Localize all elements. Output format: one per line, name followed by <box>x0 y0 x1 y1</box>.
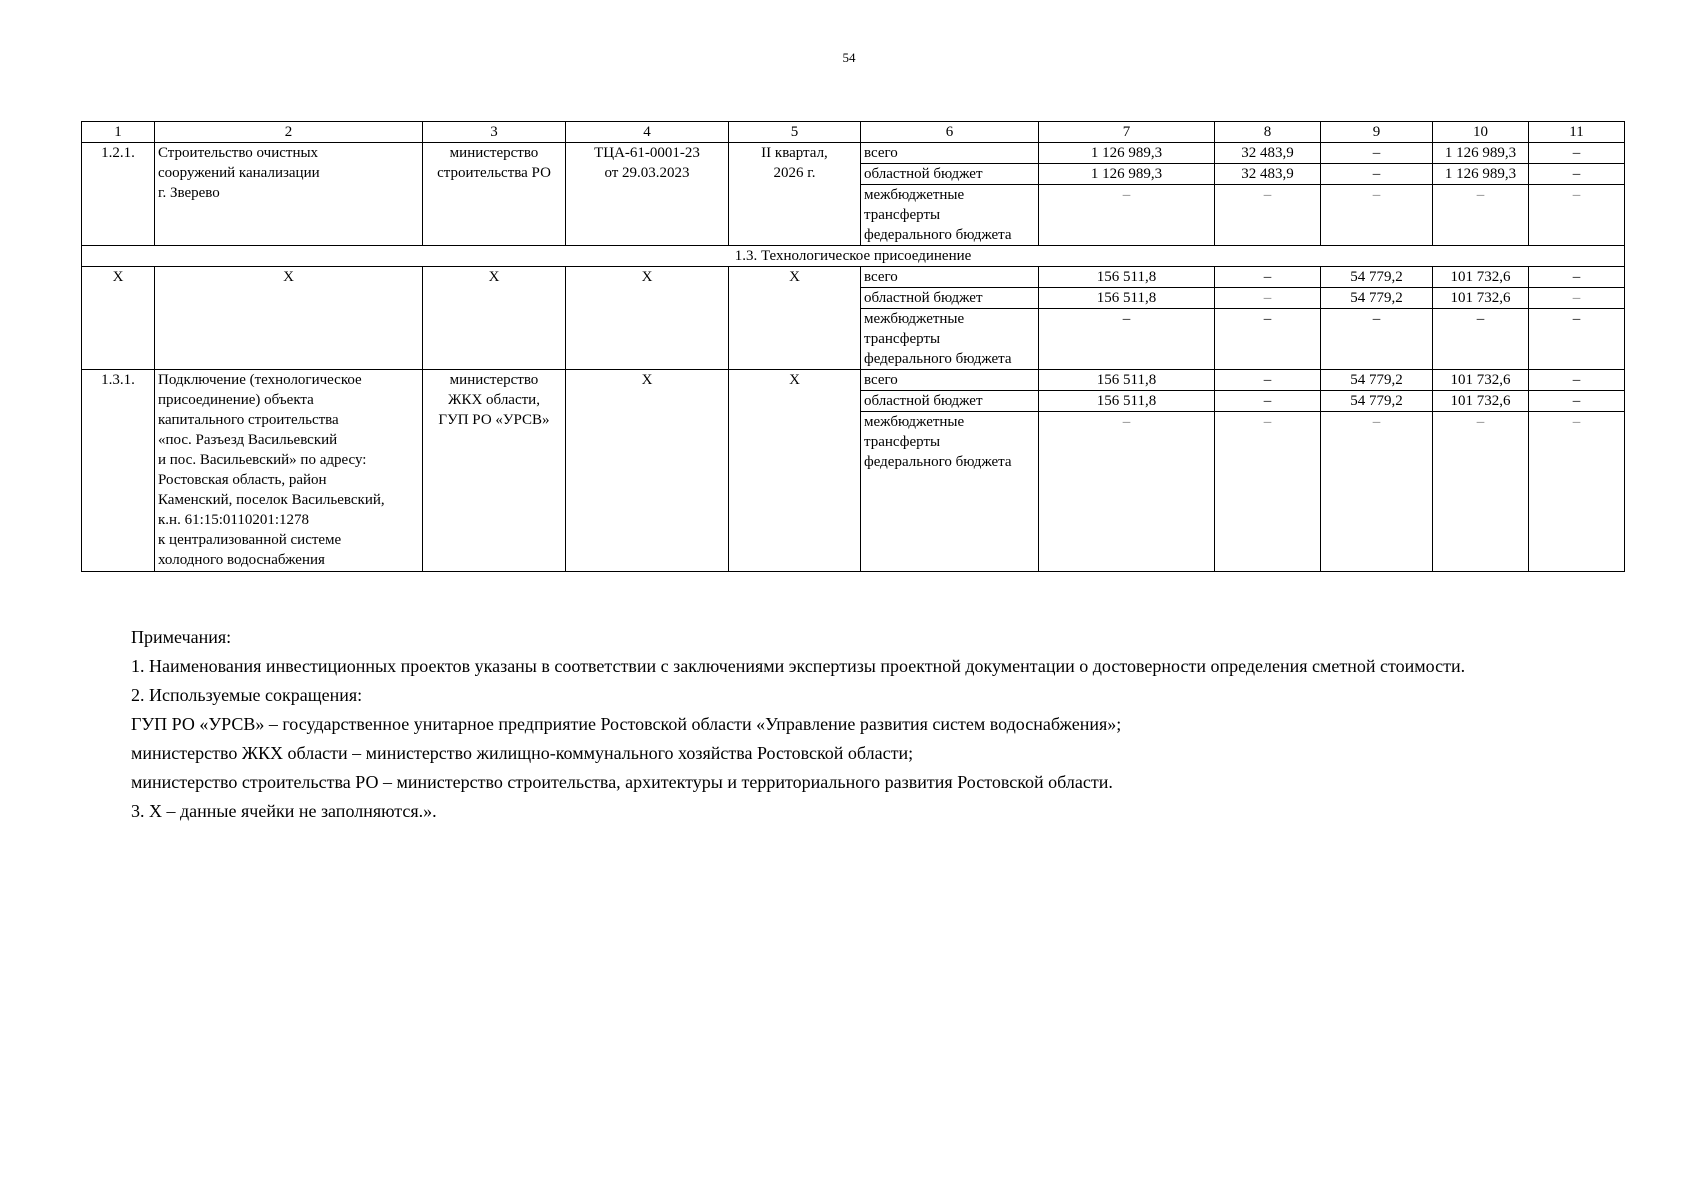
value-cell: – <box>1529 143 1625 164</box>
column-header: 1 <box>82 122 155 143</box>
customer-line: ЖКХ области, <box>448 392 540 408</box>
section-row <box>82 246 1625 267</box>
value-cell: 101 732,6 <box>1433 288 1529 309</box>
project-name: Х <box>155 267 423 370</box>
funding-source-line: трансферты <box>864 331 941 347</box>
project-name-line: Каменский, поселок Васильевский, <box>158 492 385 508</box>
period-line: 2026 г. <box>773 165 816 181</box>
value-cell: 54 779,2 <box>1321 267 1433 288</box>
value-cell: – <box>1529 391 1625 412</box>
period-line: II квартал, <box>761 145 828 161</box>
row-number: Х <box>82 267 155 370</box>
project-name-line: сооружений канализации <box>158 165 320 181</box>
value-cell: – <box>1529 267 1625 288</box>
value-cell: 156 511,8 <box>1039 267 1215 288</box>
value-cell: 54 779,2 <box>1321 288 1433 309</box>
note-line: 1. Наименования инвестиционных проектов указаны в соответствии с заключениями экспертизы проектной документации о достоверности определения сметной стоимости. <box>131 656 1466 676</box>
value-cell: – <box>1433 309 1529 370</box>
value-cell: – <box>1529 164 1625 185</box>
expertise-doc: Х <box>566 267 729 370</box>
completion-period: Х <box>729 370 861 572</box>
column-header: 3 <box>423 122 566 143</box>
customer-line: строительства РО <box>437 165 551 181</box>
value-cell: – <box>1215 185 1321 246</box>
doc-line: от 29.03.2023 <box>604 165 690 181</box>
completion-period <box>729 143 861 246</box>
funding-source: всего <box>861 267 1039 288</box>
notes-block <box>131 623 1631 826</box>
funding-source-line: трансферты <box>864 207 941 223</box>
value-cell: – <box>1039 185 1215 246</box>
project-name-line: и пос. Васильевский» по адресу: <box>158 452 367 468</box>
project-name-line: г. Зверево <box>158 185 220 201</box>
value-cell: – <box>1215 288 1321 309</box>
expertise-doc <box>566 143 729 246</box>
customer-line: ГУП РО «УРСВ» <box>438 412 550 428</box>
project-name-line: капитального строительства <box>158 412 339 428</box>
table-row <box>82 267 1625 288</box>
value-cell: 54 779,2 <box>1321 391 1433 412</box>
table-row <box>82 370 1625 391</box>
value-cell: 1 126 989,3 <box>1039 143 1215 164</box>
value-cell: – <box>1039 412 1215 572</box>
value-cell: 101 732,6 <box>1433 267 1529 288</box>
value-cell: – <box>1321 185 1433 246</box>
note-line: 2. Используемые сокращения: <box>131 685 363 705</box>
note-line: 3. Х – данные ячейки не заполняются.». <box>131 801 437 821</box>
column-header: 6 <box>861 122 1039 143</box>
column-header: 2 <box>155 122 423 143</box>
doc-line: ТЦА-61-0001-23 <box>594 145 700 161</box>
value-cell: 156 511,8 <box>1039 288 1215 309</box>
funding-source: всего <box>861 370 1039 391</box>
funding-source-line: межбюджетные <box>864 311 965 327</box>
value-cell: – <box>1529 185 1625 246</box>
value-cell: 1 126 989,3 <box>1433 164 1529 185</box>
project-name-line: к.н. 61:15:0110201:1278 <box>158 512 310 528</box>
funding-source-line: федерального бюджета <box>864 227 1012 243</box>
value-cell: – <box>1321 164 1433 185</box>
column-header: 11 <box>1529 122 1625 143</box>
funding-source-line: федерального бюджета <box>864 454 1012 470</box>
value-cell: – <box>1321 412 1433 572</box>
customer-line: министерство <box>449 145 539 161</box>
value-cell: 156 511,8 <box>1039 370 1215 391</box>
table-header-row <box>82 122 1625 143</box>
project-name-line: Ростовская область, район <box>158 472 327 488</box>
value-cell: – <box>1321 143 1433 164</box>
value-cell: 54 779,2 <box>1321 370 1433 391</box>
funding-source <box>861 309 1039 370</box>
row-number: 1.2.1. <box>82 143 155 246</box>
customer <box>423 143 566 246</box>
customer <box>423 370 566 572</box>
project-name-line: «пос. Разъезд Васильевский <box>158 432 338 448</box>
note-line: министерство строительства РО – министерство строительства, архитектуры и территориального развития Ростовской области. <box>131 772 1113 792</box>
funding-source-line: межбюджетные <box>864 414 965 430</box>
value-cell: 156 511,8 <box>1039 391 1215 412</box>
value-cell: 1 126 989,3 <box>1433 143 1529 164</box>
funding-source <box>861 412 1039 572</box>
project-name <box>155 143 423 246</box>
column-header: 9 <box>1321 122 1433 143</box>
customer: Х <box>423 267 566 370</box>
funding-source-line: федерального бюджета <box>864 351 1012 367</box>
funding-source: областной бюджет <box>861 288 1039 309</box>
funding-source: областной бюджет <box>861 164 1039 185</box>
funding-source-line: трансферты <box>864 434 941 450</box>
value-cell: 1 126 989,3 <box>1039 164 1215 185</box>
expertise-doc: Х <box>566 370 729 572</box>
funding-source: областной бюджет <box>861 391 1039 412</box>
value-cell: 32 483,9 <box>1215 143 1321 164</box>
project-name-line: холодного водоснабжения <box>158 552 325 568</box>
value-cell: – <box>1215 267 1321 288</box>
section-title: 1.3. Технологическое присоединение <box>82 246 1625 267</box>
note-line: ГУП РО «УРСВ» – государственное унитарное предприятие Ростовской области «Управление развития систем водоснабжения»; <box>131 714 1122 734</box>
investment-table <box>81 121 1625 572</box>
value-cell: – <box>1433 185 1529 246</box>
column-header: 5 <box>729 122 861 143</box>
value-cell: – <box>1433 412 1529 572</box>
funding-source: всего <box>861 143 1039 164</box>
column-header: 8 <box>1215 122 1321 143</box>
value-cell: – <box>1215 309 1321 370</box>
funding-source-line: межбюджетные <box>864 187 965 203</box>
project-name-line: присоединение) объекта <box>158 392 314 408</box>
completion-period: Х <box>729 267 861 370</box>
value-cell: – <box>1529 370 1625 391</box>
note-line: министерство ЖКХ области – министерство жилищно-коммунального хозяйства Ростовской области; <box>131 743 914 763</box>
table-row <box>82 143 1625 164</box>
value-cell: – <box>1321 309 1433 370</box>
project-name-line: Строительство очистных <box>158 145 319 161</box>
project-name <box>155 370 423 572</box>
column-header: 7 <box>1039 122 1215 143</box>
value-cell: 32 483,9 <box>1215 164 1321 185</box>
column-header: 10 <box>1433 122 1529 143</box>
project-name-line: Подключение (технологическое <box>158 372 362 388</box>
value-cell: 101 732,6 <box>1433 370 1529 391</box>
value-cell: – <box>1529 412 1625 572</box>
value-cell: – <box>1529 288 1625 309</box>
value-cell: 101 732,6 <box>1433 391 1529 412</box>
notes-heading: Примечания: <box>131 627 232 647</box>
customer-line: министерство <box>449 372 539 388</box>
value-cell: – <box>1215 391 1321 412</box>
value-cell: – <box>1529 309 1625 370</box>
value-cell: – <box>1215 412 1321 572</box>
value-cell: – <box>1039 309 1215 370</box>
column-header: 4 <box>566 122 729 143</box>
project-name-line: к централизованной системе <box>158 532 342 548</box>
row-number: 1.3.1. <box>82 370 155 572</box>
value-cell: – <box>1215 370 1321 391</box>
funding-source <box>861 185 1039 246</box>
page-number: 54 <box>842 50 856 65</box>
